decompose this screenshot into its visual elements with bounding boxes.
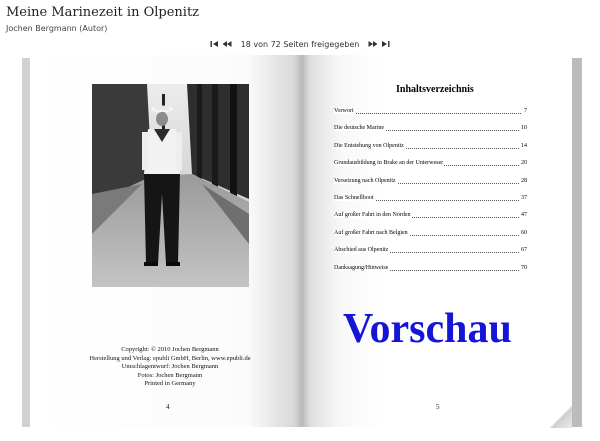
toc-entry-page: 67 bbox=[521, 247, 527, 254]
toc-entry-label: Abschied aus Olpenitz bbox=[334, 247, 389, 254]
toc-entry-label: Die Entstehung von Olpenitz bbox=[334, 142, 404, 149]
toc-title: Inhaltsverzeichnis bbox=[396, 84, 474, 95]
book-author: Jochen Bergmann (Autor) bbox=[6, 24, 108, 33]
next-page-icon[interactable] bbox=[367, 39, 379, 49]
toc-entry-page: 28 bbox=[521, 177, 527, 184]
imprint-line: Copyright: © 2010 Jochen Bergmann bbox=[121, 346, 219, 353]
imprint-line: Umschlagentwurf: Jochen Bergmann bbox=[121, 363, 219, 371]
toc-entry-label: Auf großer Fahrt nach Belgien bbox=[334, 229, 408, 236]
toc-entry bbox=[334, 212, 527, 229]
toc-entry-page: 60 bbox=[521, 229, 527, 236]
book-title: Meine Marinezeit in Olpenitz bbox=[6, 5, 200, 20]
left-page-number: 4 bbox=[166, 403, 170, 411]
toc-leader bbox=[334, 113, 527, 114]
toc-entry-label: Versetzung nach Olpenitz bbox=[334, 177, 396, 184]
toc-entry-label: Grundausbildung in Brake an der Unterweser bbox=[334, 160, 444, 167]
toc-entry-page: 47 bbox=[521, 212, 527, 219]
toc-entry bbox=[334, 195, 527, 212]
toc-entry-label: Das Schnellboot bbox=[334, 194, 374, 201]
toc-entry bbox=[334, 230, 527, 247]
page-status: 18 von 72 Seiten freigegeben bbox=[240, 39, 360, 49]
toc-entry-page: 70 bbox=[521, 264, 527, 271]
toc-entry bbox=[334, 143, 527, 160]
toc-entry bbox=[334, 247, 527, 264]
toc-entry-page: 10 bbox=[521, 125, 527, 132]
toc-entry-page: 14 bbox=[521, 142, 527, 149]
first-page-icon[interactable] bbox=[209, 39, 221, 49]
imprint-line: Fotos: Jochen Bergmann bbox=[137, 371, 203, 379]
sailor-photo bbox=[92, 84, 249, 287]
page-curl[interactable] bbox=[550, 406, 572, 428]
toc-entry-label: Die deutsche Marine bbox=[334, 125, 384, 132]
toc-entry bbox=[334, 265, 527, 282]
preview-watermark: Vorschau bbox=[343, 306, 512, 352]
table-of-contents bbox=[334, 108, 527, 282]
toc-entry bbox=[334, 178, 527, 195]
toc-entry-page: 20 bbox=[521, 160, 527, 167]
previous-page-icon[interactable] bbox=[221, 39, 233, 49]
imprint-line: Herstellung und Verlag: epubli GmbH, Berlin, www.epubli.de bbox=[89, 354, 251, 362]
imprint bbox=[60, 346, 280, 389]
page-stack-right bbox=[572, 58, 582, 427]
toc-entry-page: 7 bbox=[524, 108, 527, 114]
toc-entry bbox=[334, 125, 527, 142]
imprint-line: Printed in Germany bbox=[144, 380, 196, 388]
toc-entry-label: Auf großer Fahrt in den Norden bbox=[334, 212, 411, 219]
page-navigation bbox=[0, 38, 600, 50]
toc-entry-page: 37 bbox=[521, 194, 527, 201]
toc-entry-label: Danksagung/Hinweise bbox=[334, 264, 389, 271]
toc-entry-label: Vorwort bbox=[334, 108, 354, 114]
right-page-number: 5 bbox=[436, 403, 440, 411]
toc-entry bbox=[334, 108, 527, 125]
page-stack-left bbox=[22, 58, 30, 427]
last-page-icon[interactable] bbox=[379, 39, 391, 49]
toc-entry bbox=[334, 160, 527, 177]
